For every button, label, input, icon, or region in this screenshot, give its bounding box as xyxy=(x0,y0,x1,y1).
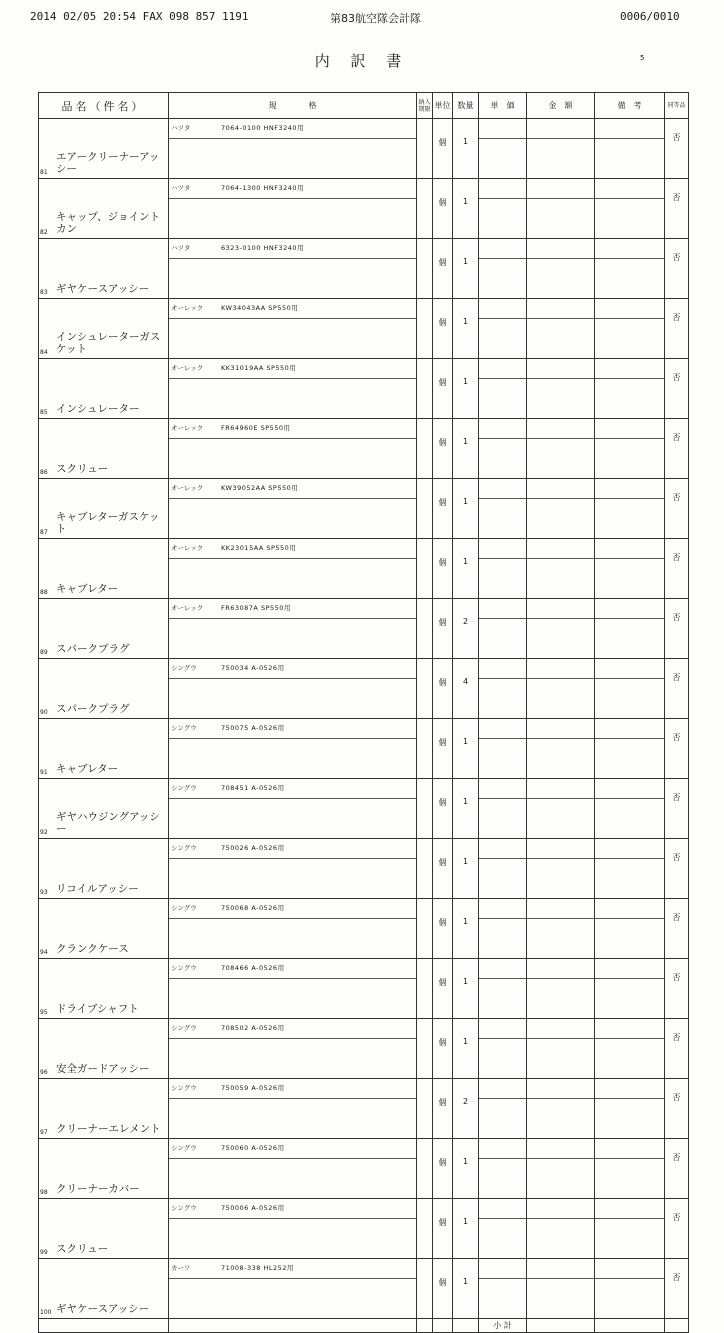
item-qty: 2 xyxy=(453,599,479,659)
item-unit: 個 xyxy=(433,839,453,899)
item-spec-cell xyxy=(169,659,417,719)
item-unit: 個 xyxy=(433,1079,453,1139)
item-maker: シングウ xyxy=(171,904,197,912)
item-maker: シングウ xyxy=(171,664,197,672)
item-remarks xyxy=(595,119,665,179)
header-remarks: 備 考 xyxy=(595,93,665,119)
fax-header-left: 2014 02/05 20:54 FAX 098 857 1191 xyxy=(30,10,249,23)
fax-header-right: 0006/0010 xyxy=(620,10,680,23)
item-unit: 個 xyxy=(433,1139,453,1199)
item-spec-cell xyxy=(169,179,417,239)
item-unit-price xyxy=(479,179,527,239)
item-remarks xyxy=(595,539,665,599)
item-spec-cell xyxy=(169,239,417,299)
item-maker: ハツタ xyxy=(171,184,191,192)
table-row xyxy=(39,779,689,839)
item-unit-price xyxy=(479,239,527,299)
item-qty: 1 xyxy=(453,1259,479,1319)
item-unit-price xyxy=(479,119,527,179)
item-unit: 個 xyxy=(433,119,453,179)
header-unit-price: 単 価 xyxy=(479,93,527,119)
item-spec: KW39052AA SP550用 xyxy=(221,484,299,492)
item-spec-cell xyxy=(169,539,417,599)
item-unit: 個 xyxy=(433,659,453,719)
table-row xyxy=(39,299,689,359)
item-remarks xyxy=(595,239,665,299)
item-unit: 個 xyxy=(433,299,453,359)
item-same: 否 xyxy=(665,599,689,659)
item-name: ドライブシャフト xyxy=(56,1003,139,1015)
item-spec-cell xyxy=(169,1079,417,1139)
item-deadline-cell xyxy=(417,1199,433,1259)
item-qty: 1 xyxy=(453,179,479,239)
item-remarks xyxy=(595,419,665,479)
item-deadline-cell xyxy=(417,599,433,659)
item-spec: 750034 A-0526用 xyxy=(221,664,285,672)
item-remarks xyxy=(595,359,665,419)
item-name-cell xyxy=(39,839,169,899)
item-name: ギヤケースアッシー xyxy=(56,283,150,295)
item-amount xyxy=(527,899,595,959)
item-remarks xyxy=(595,1079,665,1139)
item-name: キャップ、ジョイントカン xyxy=(56,211,160,235)
item-same: 否 xyxy=(665,299,689,359)
item-qty: 1 xyxy=(453,959,479,1019)
item-name-cell xyxy=(39,659,169,719)
item-amount xyxy=(527,359,595,419)
item-name-cell xyxy=(39,1259,169,1319)
item-name-cell xyxy=(39,479,169,539)
item-spec: KW34043AA SP550用 xyxy=(221,304,299,312)
item-unit-price xyxy=(479,839,527,899)
item-name: インシュレーターガスケット xyxy=(56,331,161,355)
table-header-row xyxy=(39,93,689,119)
item-amount xyxy=(527,1079,595,1139)
item-same: 否 xyxy=(665,1079,689,1139)
table-row xyxy=(39,1079,689,1139)
item-name-cell xyxy=(39,119,169,179)
item-name-cell xyxy=(39,719,169,779)
item-maker: シングウ xyxy=(171,964,197,972)
item-same: 否 xyxy=(665,1019,689,1079)
item-name-cell xyxy=(39,959,169,1019)
item-name-cell xyxy=(39,299,169,359)
item-name: クリーナーエレメント xyxy=(56,1123,161,1135)
item-spec-cell xyxy=(169,419,417,479)
item-number: 94 xyxy=(40,949,48,956)
item-maker: シングウ xyxy=(171,1144,197,1152)
item-maker: オーレック xyxy=(171,604,204,612)
item-amount xyxy=(527,539,595,599)
item-number: 97 xyxy=(40,1129,48,1136)
item-deadline-cell xyxy=(417,239,433,299)
item-unit-price xyxy=(479,959,527,1019)
item-spec: FR63087A SP550用 xyxy=(221,604,291,612)
item-remarks xyxy=(595,179,665,239)
item-number: 83 xyxy=(40,289,48,296)
item-spec-cell xyxy=(169,959,417,1019)
header-same: 同等品 xyxy=(665,93,689,119)
item-remarks xyxy=(595,899,665,959)
header-unit: 単位 xyxy=(433,93,453,119)
item-deadline-cell xyxy=(417,899,433,959)
item-name-cell xyxy=(39,539,169,599)
item-unit-price xyxy=(479,1079,527,1139)
item-amount xyxy=(527,1019,595,1079)
item-same: 否 xyxy=(665,419,689,479)
item-maker: ハツタ xyxy=(171,124,191,132)
item-remarks xyxy=(595,839,665,899)
item-spec-cell xyxy=(169,599,417,659)
item-qty: 1 xyxy=(453,719,479,779)
item-name: スパークプラグ xyxy=(56,643,130,655)
item-deadline-cell xyxy=(417,779,433,839)
item-maker: オーレック xyxy=(171,364,204,372)
header-amount: 金 額 xyxy=(527,93,595,119)
item-remarks xyxy=(595,779,665,839)
item-spec: KK31019AA SP550用 xyxy=(221,364,297,372)
item-remarks xyxy=(595,299,665,359)
header-spec: 規 格 xyxy=(169,93,417,119)
table-row xyxy=(39,839,689,899)
item-number: 100 xyxy=(40,1309,52,1316)
item-spec: KK23015AA SP550用 xyxy=(221,544,297,552)
item-deadline-cell xyxy=(417,719,433,779)
table-row xyxy=(39,1259,689,1319)
item-spec: 750026 A-0526用 xyxy=(221,844,285,852)
item-amount xyxy=(527,179,595,239)
subtotal-label: 小 計 xyxy=(479,1319,527,1333)
item-spec-cell xyxy=(169,899,417,959)
item-name: リコイルアッシー xyxy=(56,883,139,895)
item-spec: 750068 A-0526用 xyxy=(221,904,285,912)
item-name-cell xyxy=(39,1139,169,1199)
item-same: 否 xyxy=(665,719,689,779)
item-unit-price xyxy=(479,599,527,659)
item-same: 否 xyxy=(665,1259,689,1319)
item-maker: ハツタ xyxy=(171,244,191,252)
item-name-cell xyxy=(39,899,169,959)
item-number: 93 xyxy=(40,889,48,896)
item-number: 85 xyxy=(40,409,48,416)
item-unit: 個 xyxy=(433,959,453,1019)
table-row xyxy=(39,659,689,719)
item-unit: 個 xyxy=(433,599,453,659)
item-qty: 1 xyxy=(453,779,479,839)
item-spec: 71008-338 HL252用 xyxy=(221,1264,294,1272)
item-remarks xyxy=(595,599,665,659)
item-remarks xyxy=(595,719,665,779)
item-number: 98 xyxy=(40,1189,48,1196)
item-unit-price xyxy=(479,899,527,959)
item-amount xyxy=(527,779,595,839)
item-amount xyxy=(527,959,595,1019)
item-name: キャブレターガスケット xyxy=(56,511,160,535)
item-unit: 個 xyxy=(433,359,453,419)
item-name: ギヤハウジングアッシー xyxy=(56,811,160,835)
item-maker: シングウ xyxy=(171,784,197,792)
table-row xyxy=(39,359,689,419)
item-amount xyxy=(527,119,595,179)
item-maker: シングウ xyxy=(171,1024,197,1032)
item-number: 84 xyxy=(40,349,48,356)
item-deadline-cell xyxy=(417,1139,433,1199)
table-row xyxy=(39,179,689,239)
item-qty: 1 xyxy=(453,239,479,299)
item-number: 81 xyxy=(40,169,48,176)
item-name-cell xyxy=(39,359,169,419)
item-spec-cell xyxy=(169,1259,417,1319)
item-qty: 1 xyxy=(453,1139,479,1199)
item-unit: 個 xyxy=(433,179,453,239)
item-number: 82 xyxy=(40,229,48,236)
item-amount xyxy=(527,599,595,659)
item-unit-price xyxy=(479,719,527,779)
item-amount xyxy=(527,1199,595,1259)
table-row xyxy=(39,119,689,179)
table-row xyxy=(39,1139,689,1199)
item-unit: 個 xyxy=(433,779,453,839)
item-maker: シングウ xyxy=(171,1084,197,1092)
item-remarks xyxy=(595,1139,665,1199)
item-deadline-cell xyxy=(417,959,433,1019)
item-same: 否 xyxy=(665,119,689,179)
item-name-cell xyxy=(39,239,169,299)
item-unit: 個 xyxy=(433,239,453,299)
table-row xyxy=(39,1199,689,1259)
item-unit: 個 xyxy=(433,719,453,779)
item-same: 否 xyxy=(665,899,689,959)
item-qty: 1 xyxy=(453,299,479,359)
item-spec-cell xyxy=(169,359,417,419)
table-row xyxy=(39,539,689,599)
item-same: 否 xyxy=(665,179,689,239)
item-amount xyxy=(527,839,595,899)
item-unit: 個 xyxy=(433,1019,453,1079)
item-deadline-cell xyxy=(417,539,433,599)
item-name-cell xyxy=(39,779,169,839)
item-unit-price xyxy=(479,419,527,479)
item-maker: シングウ xyxy=(171,724,197,732)
item-amount xyxy=(527,479,595,539)
item-qty: 1 xyxy=(453,1019,479,1079)
item-unit: 個 xyxy=(433,419,453,479)
item-unit-price xyxy=(479,359,527,419)
item-spec: 7064-1300 HNF3240用 xyxy=(221,184,305,192)
item-deadline-cell xyxy=(417,1019,433,1079)
header-name: 品名（件名） xyxy=(39,93,169,119)
item-number: 87 xyxy=(40,529,48,536)
item-unit: 個 xyxy=(433,899,453,959)
item-same: 否 xyxy=(665,959,689,1019)
page-number: 5 xyxy=(640,54,645,62)
item-name: キャブレター xyxy=(56,763,119,775)
item-amount xyxy=(527,1259,595,1319)
item-spec: FR64960E SP550用 xyxy=(221,424,291,432)
page-title: 内 訳 書 xyxy=(314,52,410,70)
item-name-cell xyxy=(39,1019,169,1079)
item-remarks xyxy=(595,479,665,539)
item-maker: カーツ xyxy=(171,1264,191,1272)
item-name: スクリュー xyxy=(56,1243,109,1255)
item-spec: 750060 A-0526用 xyxy=(221,1144,285,1152)
item-amount xyxy=(527,419,595,479)
item-name: キャブレター xyxy=(56,583,119,595)
table-row xyxy=(39,479,689,539)
item-unit-price xyxy=(479,779,527,839)
item-same: 否 xyxy=(665,1199,689,1259)
item-number: 99 xyxy=(40,1249,48,1256)
item-deadline-cell xyxy=(417,479,433,539)
item-spec-cell xyxy=(169,119,417,179)
item-qty: 1 xyxy=(453,1199,479,1259)
item-spec-cell xyxy=(169,299,417,359)
breakdown-table xyxy=(38,92,689,1333)
item-name: 安全ガードアッシー xyxy=(56,1063,150,1075)
item-qty: 1 xyxy=(453,119,479,179)
item-deadline-cell xyxy=(417,299,433,359)
item-same: 否 xyxy=(665,1139,689,1199)
item-deadline-cell xyxy=(417,1259,433,1319)
table-row xyxy=(39,599,689,659)
item-spec-cell xyxy=(169,1199,417,1259)
item-qty: 4 xyxy=(453,659,479,719)
table-row xyxy=(39,899,689,959)
item-remarks xyxy=(595,1259,665,1319)
item-name: エアークリーナーアッシー xyxy=(56,151,160,175)
item-spec: 708451 A-0526用 xyxy=(221,784,285,792)
item-unit-price xyxy=(479,659,527,719)
item-spec-cell xyxy=(169,839,417,899)
item-name-cell xyxy=(39,1199,169,1259)
item-unit: 個 xyxy=(433,1199,453,1259)
table-row xyxy=(39,239,689,299)
item-same: 否 xyxy=(665,839,689,899)
item-spec: 7064-0100 HNF3240用 xyxy=(221,124,305,132)
item-remarks xyxy=(595,959,665,1019)
item-spec: 750059 A-0526用 xyxy=(221,1084,285,1092)
item-unit: 個 xyxy=(433,539,453,599)
item-same: 否 xyxy=(665,659,689,719)
item-spec-cell xyxy=(169,1019,417,1079)
item-number: 96 xyxy=(40,1069,48,1076)
item-spec-cell xyxy=(169,719,417,779)
item-spec: 708466 A-0526用 xyxy=(221,964,285,972)
item-maker: シングウ xyxy=(171,1204,197,1212)
item-deadline-cell xyxy=(417,119,433,179)
item-spec: 708502 A-0526用 xyxy=(221,1024,285,1032)
table-row xyxy=(39,1019,689,1079)
item-number: 95 xyxy=(40,1009,48,1016)
item-number: 90 xyxy=(40,709,48,716)
item-spec: 750075 A-0526用 xyxy=(221,724,285,732)
item-deadline-cell xyxy=(417,419,433,479)
header-qty: 数量 xyxy=(453,93,479,119)
item-qty: 1 xyxy=(453,539,479,599)
item-same: 否 xyxy=(665,239,689,299)
item-maker: シングウ xyxy=(171,844,197,852)
table-row xyxy=(39,719,689,779)
item-deadline-cell xyxy=(417,359,433,419)
item-unit: 個 xyxy=(433,1259,453,1319)
item-deadline-cell xyxy=(417,839,433,899)
item-same: 否 xyxy=(665,479,689,539)
item-deadline-cell xyxy=(417,1079,433,1139)
item-name: クリーナーカバー xyxy=(56,1183,140,1195)
table-row xyxy=(39,959,689,1019)
item-qty: 1 xyxy=(453,359,479,419)
item-amount xyxy=(527,1139,595,1199)
item-spec: 750006 A-0526用 xyxy=(221,1204,285,1212)
item-name: クランクケース xyxy=(56,943,129,955)
item-unit-price xyxy=(479,1259,527,1319)
item-unit: 個 xyxy=(433,479,453,539)
item-number: 88 xyxy=(40,589,48,596)
item-amount xyxy=(527,239,595,299)
item-spec: 6323-0100 HNF3240用 xyxy=(221,244,305,252)
item-maker: オーレック xyxy=(171,484,204,492)
item-unit-price xyxy=(479,479,527,539)
item-unit-price xyxy=(479,1019,527,1079)
item-same: 否 xyxy=(665,539,689,599)
item-qty: 1 xyxy=(453,419,479,479)
header-maker: 納入 期限 xyxy=(417,93,433,119)
fax-header-center: 第83航空隊会計隊 xyxy=(330,12,421,25)
item-remarks xyxy=(595,1019,665,1079)
item-amount xyxy=(527,659,595,719)
item-unit-price xyxy=(479,1199,527,1259)
item-spec-cell xyxy=(169,779,417,839)
item-spec-cell xyxy=(169,1139,417,1199)
subtotal-row xyxy=(39,1319,689,1333)
item-spec-cell xyxy=(169,479,417,539)
item-qty: 2 xyxy=(453,1079,479,1139)
item-amount xyxy=(527,299,595,359)
item-unit-price xyxy=(479,1139,527,1199)
item-deadline-cell xyxy=(417,659,433,719)
table-row xyxy=(39,419,689,479)
item-name-cell xyxy=(39,179,169,239)
item-name: インシュレーター xyxy=(56,403,140,415)
item-name-cell xyxy=(39,599,169,659)
item-name-cell xyxy=(39,419,169,479)
item-maker: オーレック xyxy=(171,424,204,432)
item-remarks xyxy=(595,1199,665,1259)
item-remarks xyxy=(595,659,665,719)
item-number: 91 xyxy=(40,769,48,776)
item-same: 否 xyxy=(665,359,689,419)
item-number: 86 xyxy=(40,469,48,476)
item-deadline-cell xyxy=(417,179,433,239)
item-qty: 1 xyxy=(453,899,479,959)
item-unit-price xyxy=(479,299,527,359)
item-maker: オーレック xyxy=(171,544,204,552)
item-qty: 1 xyxy=(453,479,479,539)
item-same: 否 xyxy=(665,779,689,839)
item-name: スパークプラグ xyxy=(56,703,130,715)
item-unit-price xyxy=(479,539,527,599)
item-number: 92 xyxy=(40,829,48,836)
item-name: スクリュー xyxy=(56,463,109,475)
item-amount xyxy=(527,719,595,779)
item-number: 89 xyxy=(40,649,48,656)
item-qty: 1 xyxy=(453,839,479,899)
item-name: ギヤケースアッシー xyxy=(56,1303,150,1315)
item-maker: オーレック xyxy=(171,304,204,312)
item-name-cell xyxy=(39,1079,169,1139)
